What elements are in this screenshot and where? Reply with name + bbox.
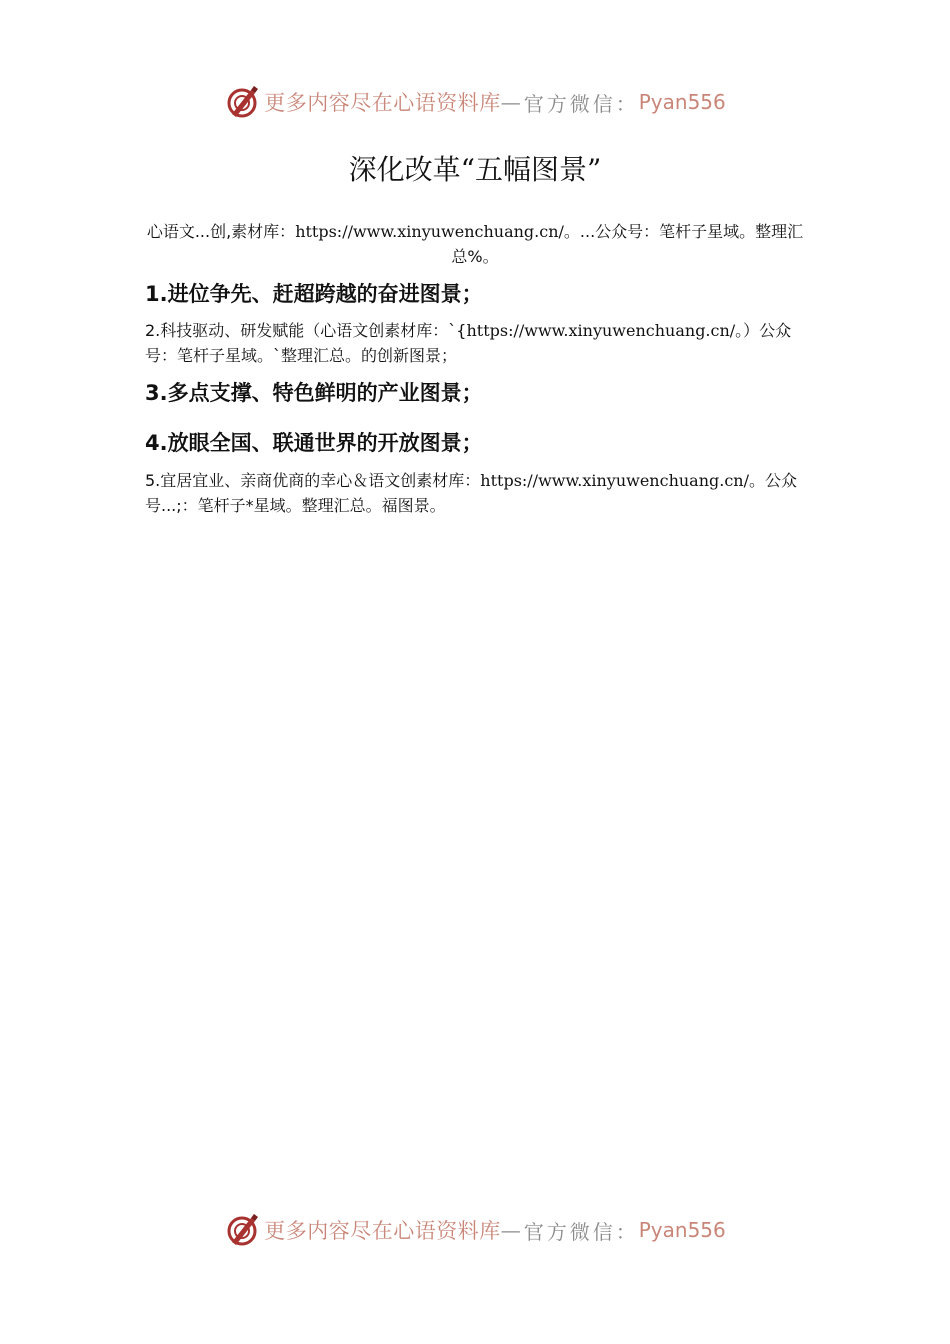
- banner-site-text: 更多内容尽在心语资料库: [264, 91, 501, 115]
- banner-wechat-id: Pyan556: [638, 1218, 726, 1242]
- banner-site-text: 更多内容尽在心语资料库: [264, 1219, 501, 1243]
- item-5: [145, 468, 810, 518]
- item-2-url: https://www.xinyuwenchuang.cn/: [466, 321, 736, 340]
- document-title: 深化改革“五幅图景”: [348, 153, 602, 186]
- intro-paragraph: [145, 219, 805, 269]
- item-3: [145, 378, 810, 408]
- item-1: [145, 279, 810, 309]
- intro-text-end: 。...公众号：笔杆子星域。整理汇总%。: [451, 222, 804, 266]
- item-5-paragraph: [145, 468, 810, 518]
- item-2-text-start: 2.科技驱动、研发赋能（心语文创素材库：`{: [145, 321, 467, 340]
- item-4-heading: 4.放眼全国、联通世界的开放图景；: [145, 431, 483, 455]
- intro-url: https://www.xinyuwenchuang.cn/: [295, 222, 564, 241]
- pen-logo-icon: [224, 1212, 260, 1248]
- item-2-paragraph: [145, 318, 810, 368]
- item-5-text-end: 。公众号...;：笔杆子*星域。整理汇总。福图景。: [145, 471, 798, 515]
- banner-dash: —: [500, 1218, 524, 1242]
- item-5-text-start: 5.宜居宜业、亲商优商的幸心＆语文创素材库：: [145, 471, 481, 490]
- item-2-text-end: 。）公众号：笔杆子星域。`整理汇总。的创新图景；: [145, 321, 792, 365]
- pen-logo-icon: [224, 84, 260, 120]
- item-3-heading: 3.多点支撑、特色鲜明的产业图景；: [145, 381, 483, 405]
- banner-wechat-label: 官方微信：: [523, 91, 639, 116]
- banner-dash: —: [500, 90, 524, 114]
- banner-wechat-id: Pyan556: [638, 90, 726, 114]
- intro-text-start: 心语文...创,素材库：: [146, 222, 296, 241]
- item-1-heading: 1.进位争先、赶超跨越的奋进图景；: [145, 282, 483, 306]
- banner-wechat-label: 官方微信：: [523, 1219, 639, 1244]
- footer-banner: [0, 1208, 950, 1252]
- item-5-url: https://www.xinyuwenchuang.cn/: [480, 471, 749, 490]
- item-4: [145, 428, 810, 458]
- item-2: [145, 318, 810, 368]
- header-banner: [0, 80, 950, 124]
